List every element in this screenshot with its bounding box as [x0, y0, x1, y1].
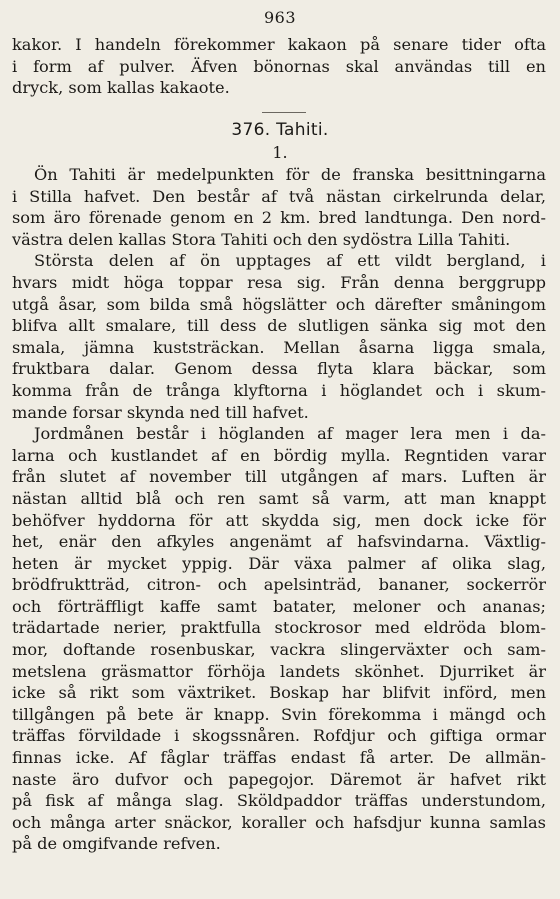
text-line: och många arter snäckor, koraller och hafsdjur kunna samlas	[12, 812, 546, 832]
text-line: i Stilla hafvet. Den består af två nästan cirkelrunda delar,	[12, 186, 546, 206]
page-number: 963	[263, 8, 297, 27]
section-subnumber: 1.	[272, 143, 288, 162]
text-line: från slutet af november till utgången af mars. Luften är	[12, 467, 546, 487]
text-line: mande forsar skynda ned till hafvet.	[12, 402, 309, 422]
text-line: het, enär den afkyles angenämt af hafsvindarna. Växtlig-	[12, 532, 546, 552]
text-line: tillgången på bete är knapp. Svin förekomma i mängd och	[12, 704, 546, 724]
section-heading: 376. Tahiti.	[231, 120, 329, 140]
text-line: på de omgifvande refven.	[12, 834, 221, 854]
text-line: hvars midt höga toppar resa sig. Från denna berggrupp	[12, 272, 546, 292]
text-line: finnas icke. Af fåglar träffas endast få arter. De allmän-	[12, 748, 546, 768]
section-body	[12, 164, 546, 855]
text-line: i form af pulver. Äfven bönornas skal användas till en	[12, 56, 546, 76]
text-line: fruktbara dalar. Genom dessa flyta klara bäckar, som	[12, 359, 546, 379]
text-line: brödfruktträd, citron- och apelsinträd, bananer, sockerrör	[12, 575, 546, 595]
intro-paragraph	[12, 34, 546, 99]
text-line: Största delen af ön upptages af ett vildt bergland, i	[34, 251, 546, 271]
text-line: som äro förenade genom en 2 km. bred landtunga. Den nord-	[12, 208, 546, 228]
text-line: utgå åsar, som bilda små högslätter och därefter småningom	[12, 294, 546, 314]
text-line: och förträffligt kaffe samt batater, meloner och ananas;	[12, 596, 546, 616]
text-line: på fisk af många slag. Sköldpaddor träffas understundom,	[12, 791, 546, 811]
text-line: trädartade nerier, praktfulla stockrosor med eldröda blom-	[12, 618, 546, 638]
text-line: nästan alltid blå och ren samt så varm, att man knappt	[12, 488, 546, 508]
text-line: Ön Tahiti är medelpunkten för de franska besittningarna	[34, 165, 546, 184]
text-line: kakor. I handeln förekommer kakaon på senare tider ofta	[12, 35, 546, 54]
text-line: larna och kustlandet af en bördig mylla. Regntiden varar	[12, 445, 546, 465]
section-divider	[262, 112, 306, 113]
text-line: smala, jämna kuststräckan. Mellan åsarna ligga smala,	[12, 337, 546, 357]
text-line: naste äro dufvor och papegojor. Däremot är hafvet rikt	[12, 769, 546, 789]
text-line: blifva allt smalare, till dess de slutligen sänka sig mot den	[12, 316, 546, 336]
text-line: heten är mycket yppig. Där växa palmer af olika slag,	[12, 553, 546, 573]
text-line: behöfver hyddorna för att skydda sig, men dock icke för	[12, 510, 546, 530]
text-line: metslena gräsmattor förhöja landets skönhet. Djurriket är	[12, 661, 546, 681]
text-line: Jordmånen består i höglanden af mager lera men i da-	[34, 424, 546, 444]
text-line: mor, doftande rosenbuskar, vackra slingerväxter och sam-	[12, 640, 546, 660]
text-line: träffas förvildade i skogssnåren. Rofdjur och giftiga ormar	[12, 726, 546, 746]
text-line: komma från de trånga klyftorna i höglandet och i skum-	[12, 380, 546, 400]
text-line: icke så rikt som växtriket. Boskap har blifvit införd, men	[12, 683, 546, 703]
text-line: dryck, som kallas kakaote.	[12, 78, 230, 98]
text-line: västra delen kallas Stora Tahiti och den sydöstra Lilla Tahiti.	[12, 229, 511, 249]
